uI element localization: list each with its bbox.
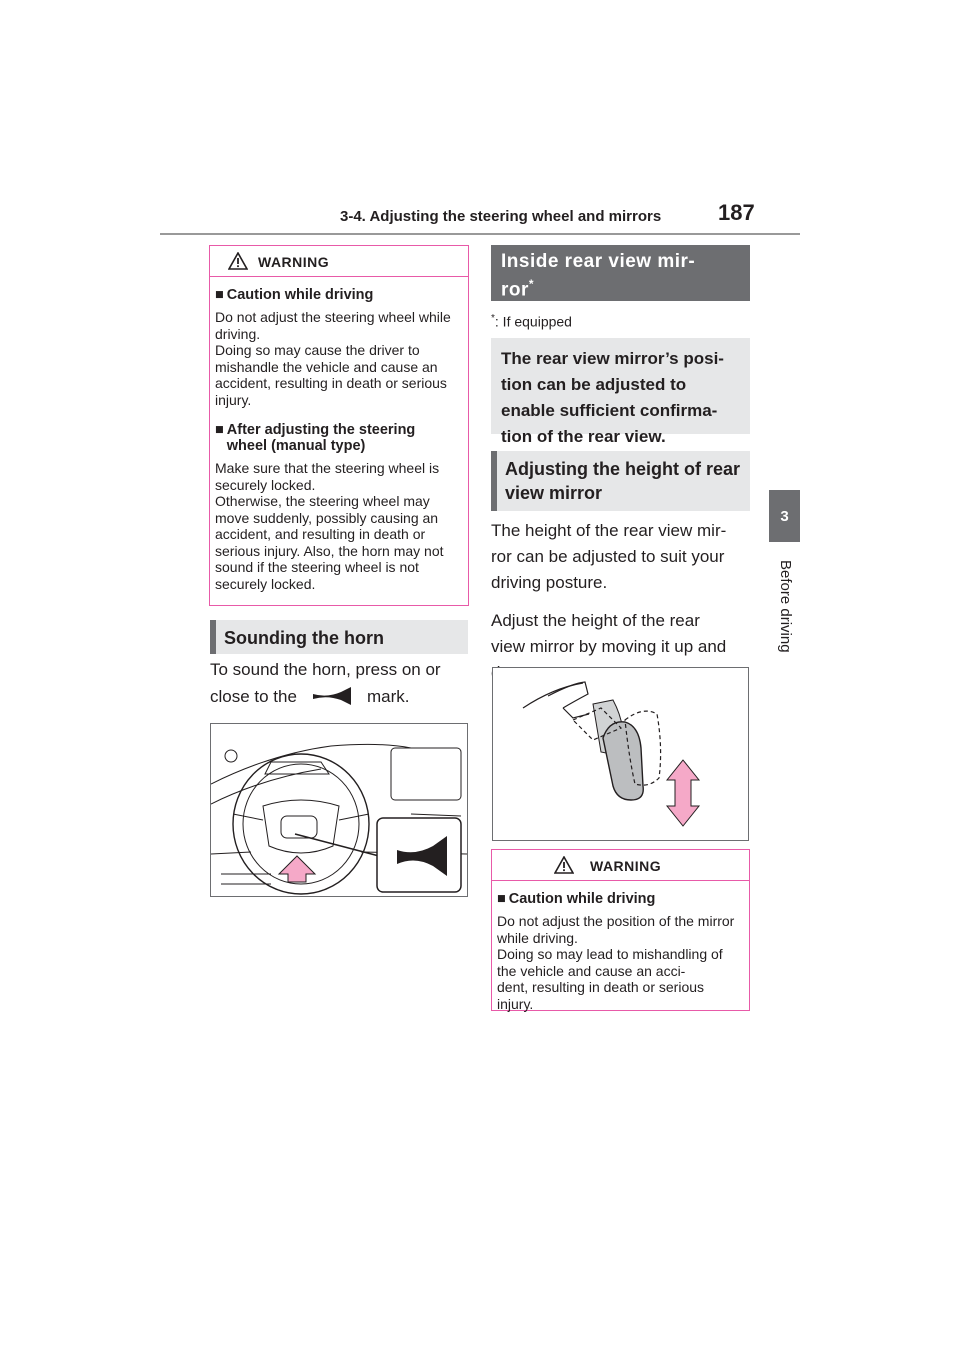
footnote: *: If equipped: [491, 313, 572, 330]
warning-box-mirror: [491, 849, 750, 1011]
warning-header: [210, 246, 468, 277]
rear-view-mirror-illustration: [492, 667, 749, 841]
section-heading-mirror-height: Adjusting the height of rear view mirror: [491, 451, 750, 511]
mirror-intro-box: The rear view mirror’s posi- tion can be adjusted to enable sufficient confirma- tion of the rear view.: [491, 338, 750, 434]
press-arrow-icon: [279, 856, 315, 882]
mirror-height-text-2: Adjust the height of the rear view mirror by moving it up and: [491, 611, 727, 656]
page-number: 187: [718, 200, 755, 225]
warning-item-text: Make sure that the steering wheel is securely locked. Otherwise, the steering wheel may move suddenly, possibly causing an accident, and resulting in death or serious injury. Also, the horn may not sound if the steering wheel is not securely locked.: [215, 460, 444, 592]
warning-header: [492, 850, 749, 881]
chapter-name-tab: [772, 560, 798, 670]
chapter-name: Before driving: [777, 560, 794, 653]
warning-item-heading: ■ After adjusting the steering wheel (manual type): [215, 422, 416, 454]
warning-item-heading: ■ Caution while driving: [215, 287, 374, 303]
horn-text-line2: close to the mark.: [210, 684, 409, 710]
horn-icon: [307, 684, 359, 710]
chapter-number: 3: [780, 507, 789, 525]
section-heading-inside-mirror: Inside rear view mir- ror*: [491, 245, 750, 301]
warning-triangle-icon: [228, 252, 248, 270]
steering-wheel-drawing: [211, 724, 467, 896]
up-down-arrow-icon: [667, 760, 699, 826]
steering-wheel-illustration: [210, 723, 468, 897]
horn-text-line1: To sound the horn, press on or: [210, 660, 441, 679]
warning-item-heading: ■ Caution while driving: [497, 891, 656, 907]
header-rule: [160, 233, 800, 235]
warning-triangle-icon: [554, 856, 574, 874]
mirror-height-text-1: The height of the rear view mir- ror can be adjusted to suit your driving posture.: [491, 521, 727, 592]
warning-item-text: Do not adjust the position of the mirror while driving. Doing so may lead to mishandling of the vehicle and cause an acci- dent, resulting in death or serious injury.: [497, 913, 735, 1012]
warning-label: WARNING: [590, 858, 662, 874]
section-heading-horn: Sounding the horn: [210, 620, 468, 654]
warning-label: WARNING: [258, 254, 330, 270]
running-header-title: 3-4. Adjusting the steering wheel and mirrors: [340, 208, 662, 225]
rear-mirror-drawing: [493, 668, 748, 840]
warning-item-text: Do not adjust the steering wheel while driving. Doing so may cause the driver to mishandle the vehicle and cause an accident, resulting in death or serious injury.: [215, 309, 451, 408]
warning-box-steering: [209, 245, 469, 606]
chapter-tab: [769, 490, 800, 542]
